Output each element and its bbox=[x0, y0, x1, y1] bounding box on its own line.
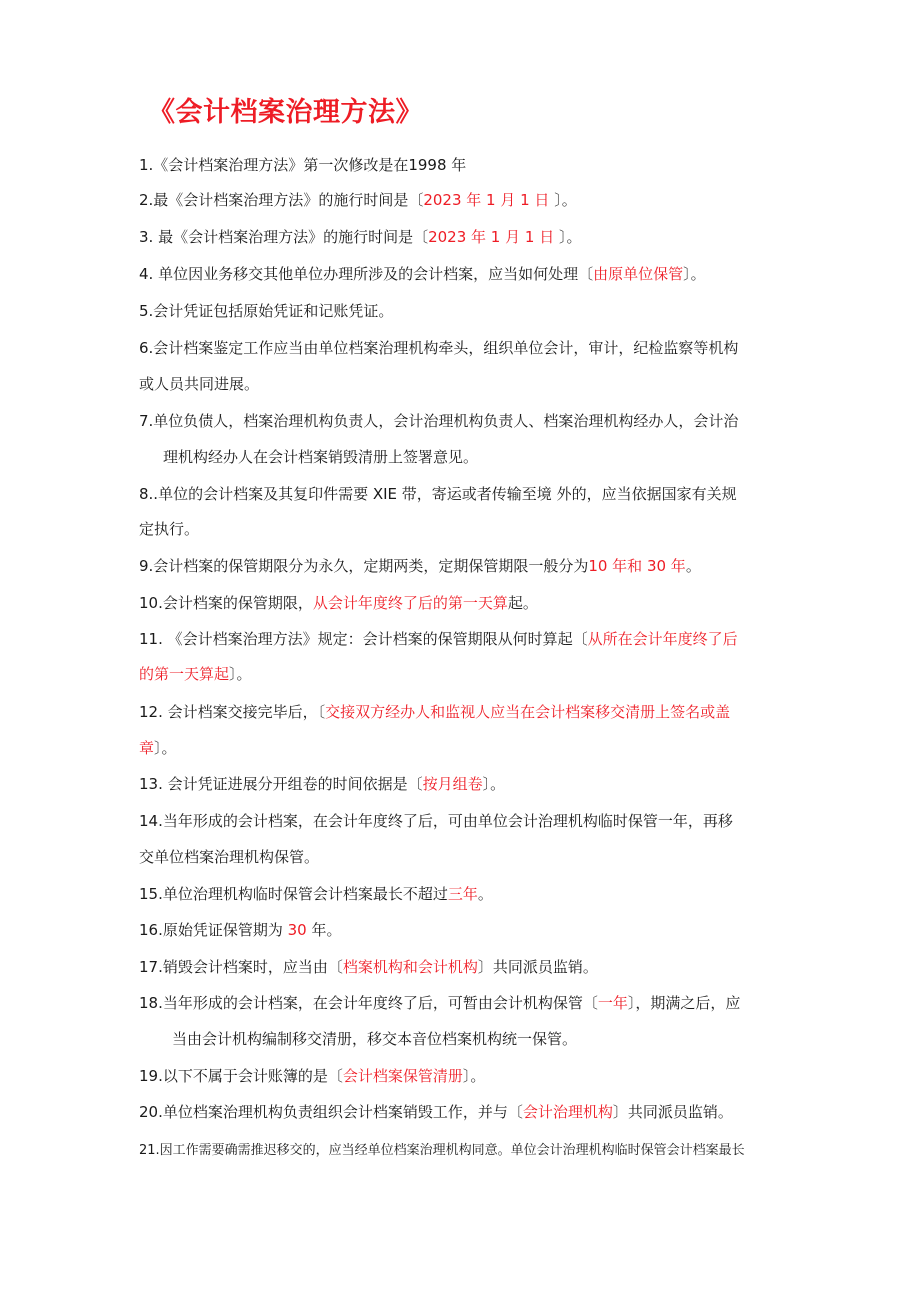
line-text: 13. 会计凭证进展分开组卷的时间依据是〔 bbox=[139, 775, 423, 793]
highlighted-answer: 章 bbox=[139, 739, 155, 757]
line-10 bbox=[139, 593, 538, 613]
line-16 bbox=[139, 920, 342, 940]
highlighted-answer: 会计档案保管清册 bbox=[342, 1067, 463, 1085]
line-6a bbox=[139, 338, 738, 358]
line-text: 2.最《会计档案治理方法》的施行时间是〔 bbox=[139, 191, 424, 209]
line-text: 〕。 bbox=[683, 265, 706, 283]
line-11a bbox=[139, 629, 738, 649]
line-text: 21.因工作需要确需推迟移交的，应当经单位档案治理机构同意。单位会计治理机构临时保管会计档案最长 bbox=[139, 1143, 745, 1158]
line-text: 〕。 bbox=[554, 228, 582, 246]
line-text: 年。 bbox=[306, 921, 342, 939]
highlighted-answer: 由原单位保管 bbox=[593, 265, 684, 283]
line-5 bbox=[139, 301, 393, 321]
line-9 bbox=[139, 556, 701, 576]
line-text: 6.会计档案鉴定工作应当由单位档案治理机构牵头，组织单位会计，审计，纪检监察等机构 bbox=[139, 339, 739, 357]
line-text: 定执行。 bbox=[139, 520, 200, 538]
line-14b bbox=[139, 847, 319, 867]
line-text: 〕。 bbox=[462, 1067, 486, 1085]
line-21 bbox=[139, 1141, 745, 1161]
line-7b bbox=[163, 447, 478, 467]
line-12b bbox=[139, 738, 177, 758]
line-text: 3. 最《会计档案治理方法》的施行时间是〔 bbox=[139, 228, 429, 246]
line-text: 。 bbox=[477, 885, 493, 903]
line-text: 〕。 bbox=[549, 191, 577, 209]
line-18a bbox=[139, 993, 740, 1013]
highlighted-answer: 从会计年度终了后的第一天算 bbox=[312, 594, 508, 612]
line-text: 〕共同派员监销。 bbox=[477, 958, 598, 976]
line-text: 5.会计凭证包括原始凭证和记账凭证。 bbox=[139, 302, 394, 320]
line-text: 〕。 bbox=[154, 739, 177, 757]
highlighted-answer: 档案机构和会计机构 bbox=[342, 958, 478, 976]
line-19 bbox=[139, 1066, 485, 1086]
line-6b bbox=[139, 374, 259, 394]
line-15 bbox=[139, 884, 493, 904]
line-text: 14.当年形成的会计档案，在会计年度终了后，可由单位会计治理机构临时保管一年，再移 bbox=[139, 812, 733, 830]
highlighted-answer: 的第一天算起 bbox=[139, 665, 230, 683]
line-text: 11. 《会计档案治理方法》规定：会计档案的保管期限从何时算起〔 bbox=[139, 630, 588, 648]
line-18b bbox=[172, 1029, 577, 1049]
line-text: 。 bbox=[685, 557, 701, 575]
line-17 bbox=[139, 957, 598, 977]
line-text: 9.会计档案的保管期限分为永久，定期两类，定期保管期限一般分为 bbox=[139, 557, 589, 575]
line-text: 起。 bbox=[507, 594, 538, 612]
line-text: 理机构经办人在会计档案销毁清册上签署意见。 bbox=[163, 448, 479, 466]
highlighted-answer: 按月组卷 bbox=[422, 775, 483, 793]
highlighted-answer: 从所在会计年度终了后 bbox=[587, 630, 738, 648]
line-text: 〕。 bbox=[482, 775, 506, 793]
line-text: 7.单位负债人，档案治理机构负责人，会计治理机构负责人、档案治理机构经办人，会计治 bbox=[139, 412, 739, 430]
highlighted-answer: 10 年和 30 年 bbox=[588, 557, 686, 575]
line-text: 8..单位的会计档案及其复印件需要 XIE 带，寄运或者传输至境 外的，应当依据国家有关规 bbox=[139, 485, 737, 503]
highlighted-answer: 30 bbox=[287, 921, 307, 939]
line-8b bbox=[139, 519, 199, 539]
line-7a bbox=[139, 411, 738, 431]
line-8a bbox=[139, 484, 737, 504]
line-12a bbox=[139, 702, 730, 722]
line-3 bbox=[139, 227, 581, 247]
highlighted-answer: 三年 bbox=[447, 885, 478, 903]
line-text: 交单位档案治理机构保管。 bbox=[139, 848, 320, 866]
line-20 bbox=[139, 1102, 733, 1122]
line-13 bbox=[139, 774, 505, 794]
line-text: 〕共同派员监销。 bbox=[612, 1103, 733, 1121]
line-text: 〕，期满之后，应 bbox=[627, 994, 741, 1012]
line-text: 17.销毁会计档案时，应当由〔 bbox=[139, 958, 343, 976]
line-text: 当由会计机构编制移交清册，移交本音位档案机构统一保管。 bbox=[172, 1030, 578, 1048]
highlighted-answer: 2023 年 1 月 1 日 bbox=[423, 191, 550, 209]
line-text: 19.以下不属于会计账簿的是〔 bbox=[139, 1067, 343, 1085]
line-text: 〕。 bbox=[229, 665, 252, 683]
line-2 bbox=[139, 190, 577, 210]
highlighted-answer: 交接双方经办人和监视人应当在会计档案移交清册上签名或盖 bbox=[325, 703, 731, 721]
line-4 bbox=[139, 264, 706, 284]
line-text: 1.《会计档案治理方法》第一次修改是在1998 年 bbox=[139, 156, 467, 174]
highlighted-answer: 会计治理机构 bbox=[522, 1103, 613, 1121]
line-text: 4. 单位因业务移交其他单位办理所涉及的会计档案，应当如何处理〔 bbox=[139, 265, 594, 283]
line-text: 20.单位档案治理机构负责组织会计档案销毁工作，并与〔 bbox=[139, 1103, 523, 1121]
highlighted-answer: 2023 年 1 月 1 日 bbox=[428, 228, 555, 246]
line-text: 12. 会计档案交接完毕后，〔 bbox=[139, 703, 326, 721]
line-14a bbox=[139, 811, 733, 831]
highlighted-answer: 一年 bbox=[597, 994, 628, 1012]
line-1 bbox=[139, 155, 466, 175]
line-11b bbox=[139, 664, 252, 684]
line-text: 18.当年形成的会计档案，在会计年度终了后，可暂由会计机构保管〔 bbox=[139, 994, 598, 1012]
line-text: 或人员共同进展。 bbox=[139, 375, 260, 393]
line-text: 10.会计档案的保管期限， bbox=[139, 594, 313, 612]
line-text: 16.原始凭证保管期为 bbox=[139, 921, 288, 939]
document-title: 《会计档案治理方法》 bbox=[148, 97, 423, 128]
line-text: 15.单位治理机构临时保管会计档案最长不超过 bbox=[139, 885, 448, 903]
